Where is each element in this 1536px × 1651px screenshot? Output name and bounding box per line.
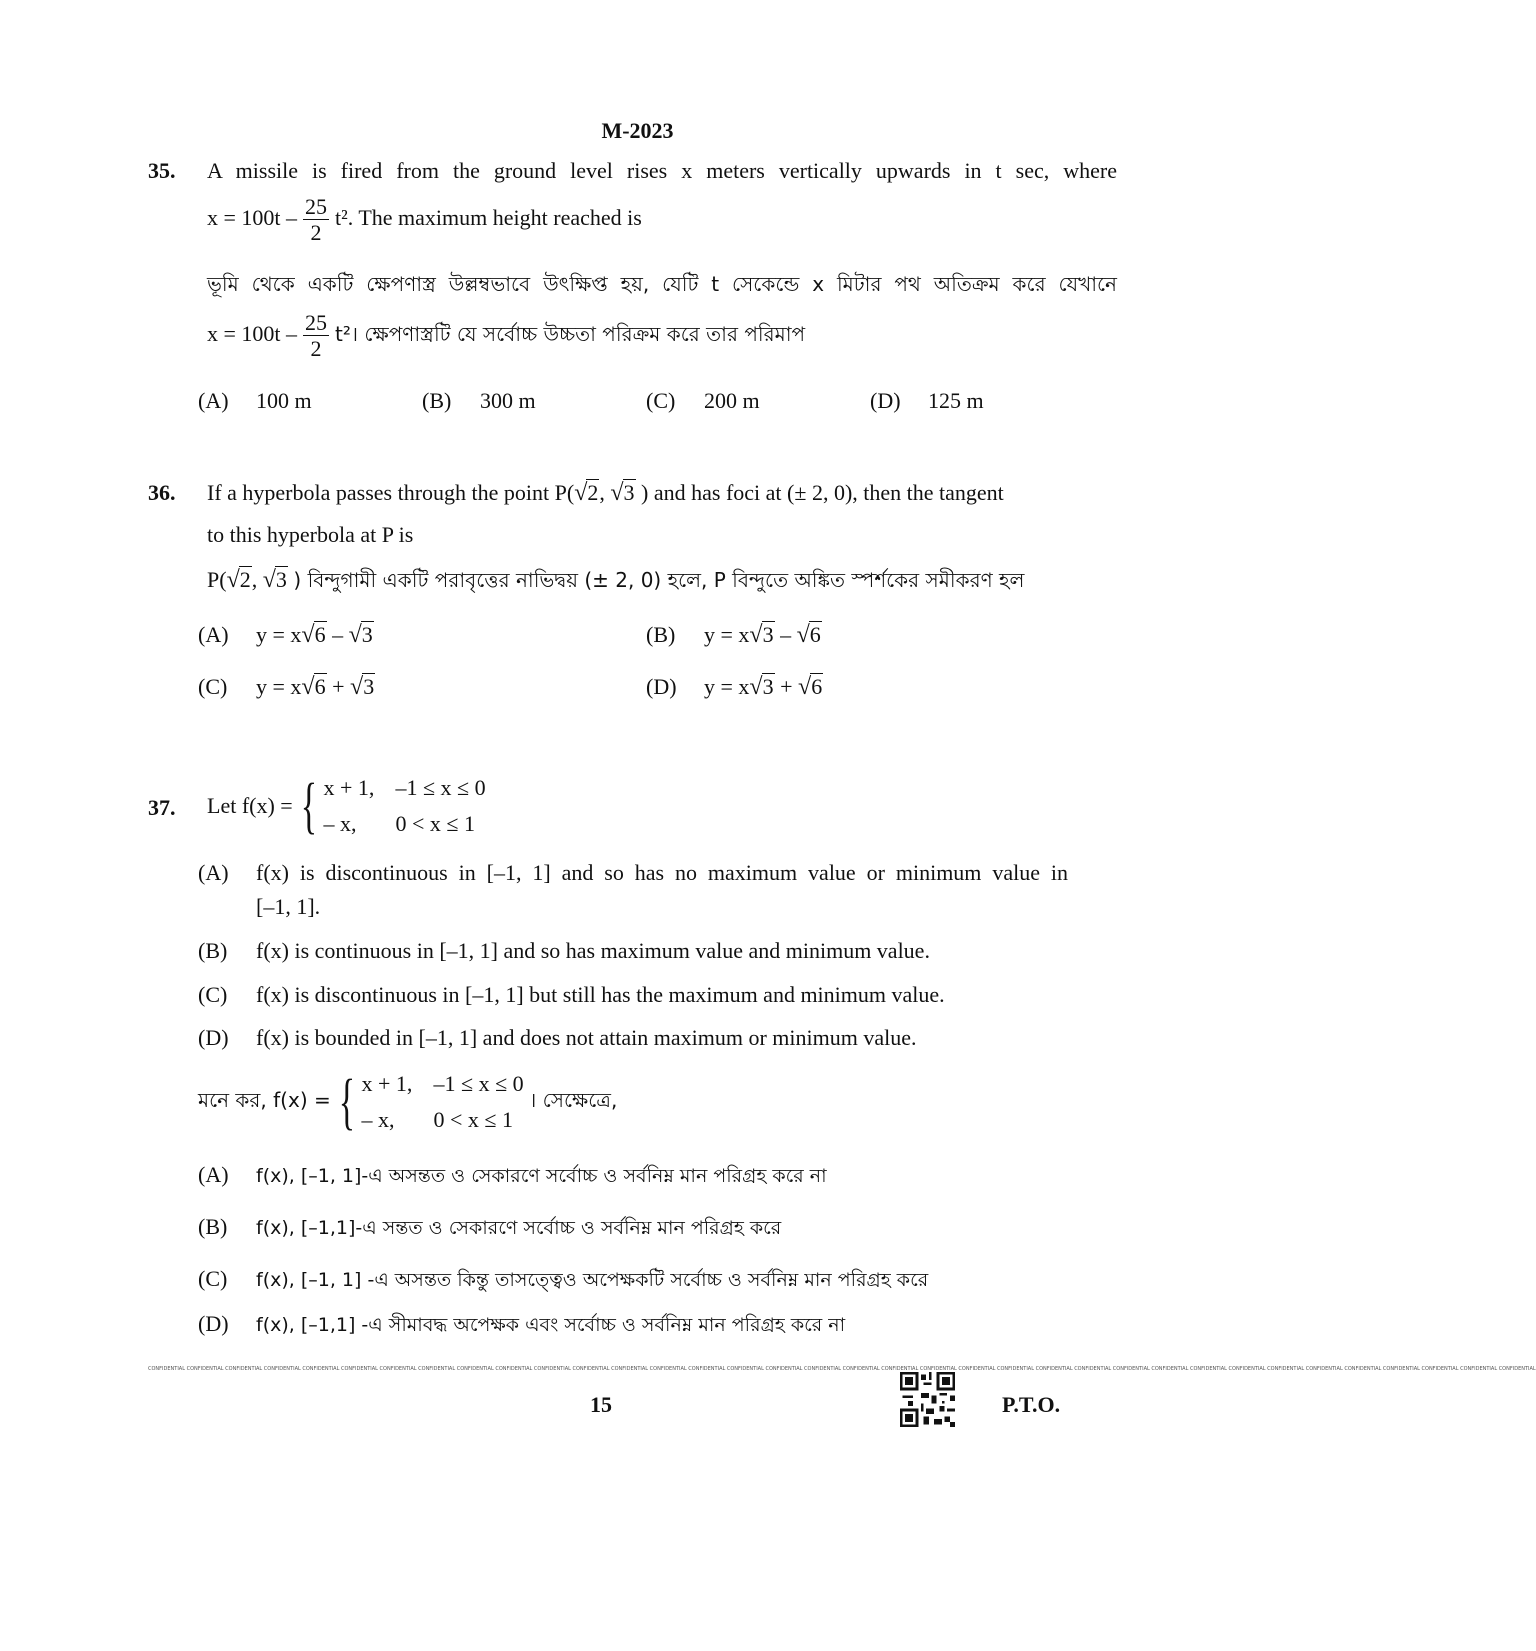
option-label: (A): [198, 860, 229, 885]
q35-bn-line1: ভূমি থেকে একটি ক্ষেপণাস্ত্র উল্লম্বভাবে উৎক্ষিপ্ত হয়, যেটি t সেকেন্ডে x মিটার পথ অতিক্রম করে যেখানে: [207, 272, 1117, 296]
q37-number: 37.: [148, 795, 176, 820]
q35-fraction-bn: [303, 310, 329, 362]
radicand: 3: [275, 567, 287, 592]
option-label: (B): [198, 1214, 228, 1239]
sqrt-3: √3: [610, 480, 635, 506]
q37-en-option-a[interactable]: [198, 860, 1068, 920]
sqrt-term: √6: [301, 622, 326, 648]
case2-expr: – x,: [361, 1107, 395, 1132]
option-label: (C): [198, 982, 228, 1007]
q35-option-c[interactable]: [646, 388, 760, 414]
option-label: (A): [198, 1162, 229, 1187]
q37-bn-option-d[interactable]: [198, 1311, 845, 1343]
radicand: 3: [623, 480, 635, 505]
q36-bn-line: P(√2, √3 ) বিন্দুগামী একটি পরাবৃত্তের নাভিদ্বয় (± 2, 0) হলে, P বিন্দুতে অঙ্কিত স্পর্শকের সমীকরণ হল: [207, 567, 1025, 593]
radicand: 3: [762, 674, 774, 699]
sqrt-term: √6: [798, 674, 823, 700]
radicand: 3: [363, 674, 375, 699]
case1-expr: x + 1,: [361, 1071, 413, 1096]
option-label: (A): [198, 622, 229, 647]
radicand: 6: [809, 622, 821, 647]
option-label: (B): [646, 622, 676, 647]
q36-bn-post: ) বিন্দুগামী একটি পরাবৃত্তের নাভিদ্বয় (± 2, 0) হলে, P বিন্দুতে অঙ্কিত স্পর্শকের সমীকরণ হল: [293, 568, 1025, 592]
option-label: (D): [198, 1025, 229, 1050]
sqrt-term: √6: [796, 622, 821, 648]
left-brace-icon: {: [338, 1068, 356, 1136]
q36-option-a[interactable]: [198, 622, 374, 649]
q37-bn-option-c[interactable]: [198, 1266, 928, 1298]
q35-formula-lhs-bn: x = 100t –: [207, 320, 298, 346]
radicand: 6: [314, 674, 326, 699]
left-brace-icon: {: [300, 772, 318, 840]
radicand: 6: [811, 674, 823, 699]
q35-bn-formula: [207, 310, 805, 362]
sqrt-term: √3: [749, 674, 774, 700]
q35-en-formula-tail: t². The maximum height reached is: [335, 204, 642, 230]
option-label: (D): [870, 388, 901, 413]
piecewise-cases: [323, 770, 485, 842]
q37-bn-let: মনে কর, f(x) =: [198, 1087, 331, 1112]
confidential-strip: CONFIDENTIAL CONFIDENTIAL CONFIDENTIAL CONFIDENTIAL CONFIDENTIAL CONFIDENTIAL CONFIDENTIAL CONFIDENTIAL CONFIDENTIAL CONFIDENTIAL CONFIDENTIAL CONFIDENTIAL CONFIDENTIAL CONFIDENTIAL CONFIDENTIAL CONFIDENTIAL CONFIDENTIAL CONFIDENTIAL CONFIDENTIAL CONFIDENTIAL CONFIDENTIAL CONFIDENTIAL CONFIDENTIAL CONFIDENTIAL CONFIDENTIAL CONFIDENTIAL CONFIDENTIAL CONFIDENTIAL CONFIDENTIAL CONFIDENTIAL CONFIDENTIAL CONFIDENTIAL CONFIDENTIAL CONFIDENTIAL CONFIDENTIAL CONFIDENTIAL: [148, 1366, 1536, 1372]
q35-en-formula: [207, 194, 642, 246]
option-text: f(x), [–1,1] -এ সীমাবদ্ধ অপেক্ষক এবং সর্বোচ্চ ও সর্বনিম্ন মান পরিগ্রহ করে না: [256, 1314, 846, 1336]
fraction-numerator: 25: [305, 194, 328, 219]
option-text: f(x) is discontinuous in [–1, 1] but still has the maximum and minimum value.: [256, 982, 945, 1007]
q36-en-line1: If a hyperbola passes through the point P(√2, √3 ) and has foci at (± 2, 0), then the tangent: [207, 480, 1004, 506]
paper-code: M-2023: [601, 118, 674, 143]
option-lhs: y = x: [704, 622, 750, 647]
radicand: 2: [587, 480, 599, 505]
case1-expr: x + 1,: [323, 775, 375, 800]
option-lhs: y = x: [256, 622, 302, 647]
option-text: f(x), [–1, 1]-এ অসন্তত ও সেকারণে সর্বোচ্চ ও সর্বনিম্ন মান পরিগ্রহ করে না: [256, 1165, 827, 1187]
q37-definition: [207, 770, 486, 842]
q36-en-pre: If a hyperbola passes through the point P(: [207, 480, 575, 505]
case2-cond: 0 < x ≤ 1: [433, 1107, 513, 1132]
option-text: 125 m: [928, 388, 984, 413]
q35-formula-lhs: x = 100t –: [207, 204, 298, 230]
operator: –: [332, 622, 344, 647]
q35-number: 35.: [148, 158, 176, 183]
option-text: f(x) is bounded in [–1, 1] and does not attain maximum or minimum value.: [256, 1025, 917, 1050]
option-label: (C): [198, 674, 228, 699]
page-number: 15: [590, 1392, 612, 1417]
operator: –: [780, 622, 792, 647]
q35-bn-formula-tail: t²। ক্ষেপণাস্ত্রটি যে সর্বোচ্চ উচ্চতা পরিক্রম করে তার পরিমাপ: [335, 321, 806, 346]
q36-en-post: ) and has foci at (± 2, 0), then the tangent: [641, 480, 1004, 505]
q35-option-a[interactable]: [198, 388, 312, 414]
sqrt-term: √3: [350, 674, 375, 700]
q36-en-line2: to this hyperbola at P is: [207, 522, 414, 547]
operator: +: [780, 674, 793, 699]
option-label: (D): [646, 674, 677, 699]
case2-expr: – x,: [323, 811, 357, 836]
case1-cond: –1 ≤ x ≤ 0: [433, 1071, 524, 1096]
option-lhs: y = x: [704, 674, 750, 699]
q37-bn-tail: । সেক্ষেত্রে,: [529, 1087, 618, 1112]
q35-option-d[interactable]: [870, 388, 984, 414]
qr-code-icon: [900, 1372, 955, 1427]
option-text: f(x) is continuous in [–1, 1] and so has maximum value and minimum value.: [256, 938, 930, 963]
q37-bn-option-a[interactable]: [198, 1162, 827, 1194]
fraction-denominator: 2: [310, 336, 322, 362]
q36-option-d[interactable]: [646, 674, 823, 701]
q37-let: Let f(x) =: [207, 793, 293, 818]
option-text: 300 m: [480, 388, 536, 413]
q37-en-option-b[interactable]: [198, 938, 930, 964]
radicand: 2: [239, 567, 251, 592]
option-lhs: y = x: [256, 674, 302, 699]
sqrt-term: √3: [348, 622, 373, 648]
q35-option-b[interactable]: [422, 388, 536, 414]
option-text-cont: [–1, 1].: [256, 894, 321, 919]
fraction-denominator: 2: [310, 220, 322, 246]
sqrt-2: √2: [226, 567, 251, 593]
radicand: 6: [314, 622, 326, 647]
operator: +: [332, 674, 345, 699]
option-label: (C): [646, 388, 676, 413]
q37-en-option-d[interactable]: [198, 1025, 917, 1051]
q36-option-c[interactable]: [198, 674, 375, 701]
q36-option-b[interactable]: [646, 622, 822, 649]
option-label: (B): [198, 938, 228, 963]
case2-cond: 0 < x ≤ 1: [395, 811, 475, 836]
option-label: (A): [198, 388, 229, 413]
option-text: 200 m: [704, 388, 760, 413]
piecewise-cases-bn: [362, 1066, 524, 1138]
option-label: (B): [422, 388, 452, 413]
q35-en-line1: A missile is fired from the ground level rises x meters vertically upwards in t sec, where: [207, 158, 1117, 183]
q37-bn-definition: [198, 1066, 617, 1138]
q37-en-option-c[interactable]: [198, 982, 945, 1008]
case1-cond: –1 ≤ x ≤ 0: [395, 775, 486, 800]
option-text: 100 m: [256, 388, 312, 413]
sqrt-term: √3: [749, 622, 774, 648]
option-text: f(x), [–1, 1] -এ অসন্তত কিন্তু তাসত্ত্বেও অপেক্ষকটি সর্বোচ্চ ও সর্বনিম্ন মান পরিগ্রহ করে: [256, 1269, 929, 1291]
pto-label: P.T.O.: [1002, 1392, 1061, 1417]
q37-bn-option-b[interactable]: [198, 1214, 781, 1246]
radicand: 3: [762, 622, 774, 647]
fraction-numerator: 25: [305, 310, 328, 335]
q36-bn-pre: P(: [207, 567, 227, 592]
radicand: 3: [361, 622, 373, 647]
sqrt-term: √6: [301, 674, 326, 700]
sqrt-2: √2: [574, 480, 599, 506]
q35-fraction: [303, 194, 329, 246]
sqrt-3: √3: [262, 567, 287, 593]
option-label: (C): [198, 1266, 228, 1291]
q36-number: 36.: [148, 480, 176, 505]
option-text: f(x), [–1,1]-এ সন্তত ও সেকারণে সর্বোচ্চ ও সর্বনিম্ন মান পরিগ্রহ করে: [256, 1217, 782, 1239]
option-label: (D): [198, 1311, 229, 1336]
option-text: f(x) is discontinuous in [–1, 1] and so has no maximum value or minimum value in: [256, 860, 1068, 885]
